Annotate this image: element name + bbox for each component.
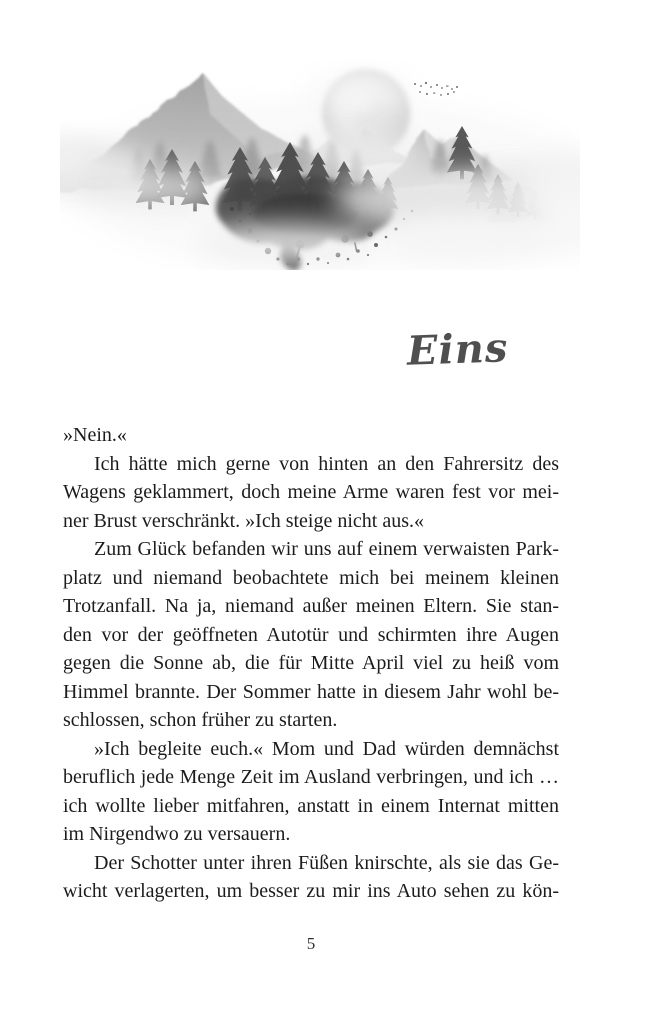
chapter-illustration (60, 58, 580, 270)
body-line: ner Brust verschränkt. »Ich steige nicht aus.« (63, 509, 425, 532)
body-line: im Nirgendwo zu versauern. (63, 823, 291, 845)
body-line: beruflich jede Menge Zeit im Ausland verbringen, und ich … (63, 766, 559, 788)
body-line: Ich hätte mich gerne von hinten an den Fahrersitz des (94, 452, 559, 475)
body-line: Der Schotter unter ihren Füßen knirschte, als sie das Ge- (94, 851, 559, 874)
body-line: Wagens geklammert, doch meine Arme waren fest vor mei- (63, 481, 559, 503)
body-text (63, 421, 559, 906)
body-line: ich wollte lieber mitfahren, anstatt in einem Internat mitten (63, 794, 559, 817)
body-line: den vor der geöffneten Autotür und schirmten ihre Augen (63, 623, 559, 646)
mountain-illustration-svg (60, 58, 580, 270)
body-line: »Ich begleite euch.« Mom und Dad würden demnächst (94, 737, 559, 760)
body-line: Trotzanfall. Na ja, niemand außer meinen Eltern. Sie stan- (63, 595, 559, 617)
body-line: schlossen, schon früher zu starten. (63, 709, 338, 731)
body-line: gegen die Sonne ab, die für Mitte April viel zu heiß vom (63, 652, 559, 674)
page-number: 5 (306, 934, 316, 953)
body-line: Zum Glück befanden wir uns auf einem verwaisten Park- (94, 538, 559, 560)
body-line: Himmel brannte. Der Sommer hatte in diesem Jahr wohl be- (63, 680, 559, 703)
body-line: »Nein.« (63, 424, 127, 446)
chapter-heading: Eins (405, 324, 509, 375)
bird-flock-icon (414, 82, 458, 96)
body-line: platz und niemand beobachtete mich bei meinem kleinen (63, 566, 559, 589)
body-line: wicht verlagerten, um besser zu mir ins Auto sehen zu kön- (63, 880, 559, 902)
